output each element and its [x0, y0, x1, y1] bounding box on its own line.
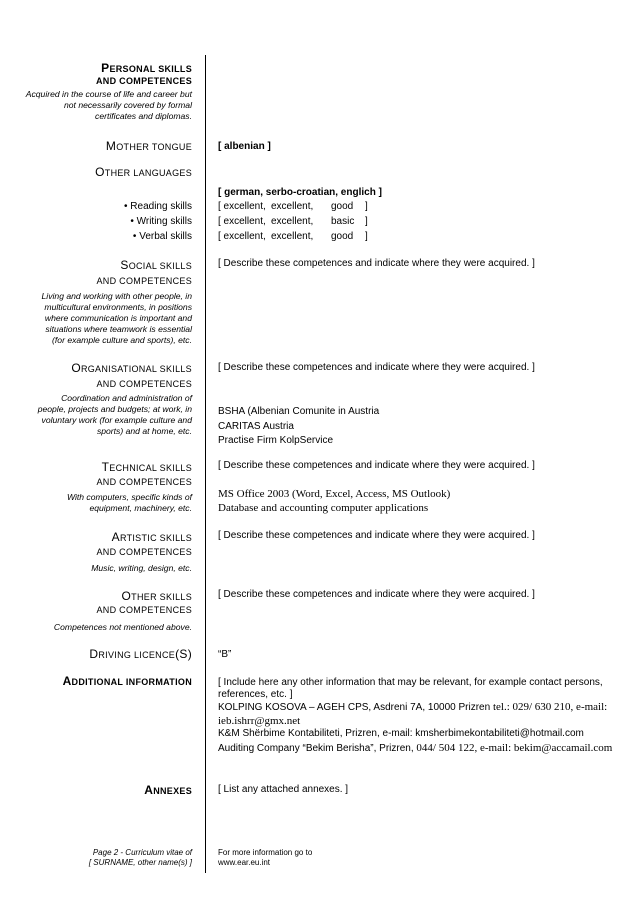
- other-skills-description: Competences not mentioned above.: [53, 622, 192, 632]
- verbal-col3: good: [331, 231, 354, 242]
- footer-page-label: Page 2 - Curriculum vitae of: [92, 848, 192, 857]
- annexes-value: [ List any attached annexes. ]: [218, 784, 349, 795]
- reading-skills-label: • Reading skills: [124, 201, 192, 212]
- footer-right: [218, 848, 312, 868]
- organisational-skills-subheading: AND COMPETENCES: [96, 379, 192, 389]
- column-divider: [205, 55, 206, 873]
- technical-line-1: MS Office 2003 (Word, Excel, Access, MS Outlook): [218, 488, 451, 500]
- kolping-phone: tel.: 029/ 630 210, e-mail:: [492, 701, 608, 713]
- technical-skills-value: [ Describe these competences and indicate where they were acquired. ]: [218, 460, 535, 471]
- social-skills-value: [ Describe these competences and indicate where they were acquired. ]: [218, 258, 535, 269]
- reading-col1: [ excellent,: [218, 201, 266, 212]
- auditing-phone-email: 044/ 504 122, e-mail: bekim@accamail.com: [416, 742, 613, 754]
- technical-skills-subheading: AND COMPETENCES: [96, 477, 192, 487]
- additional-information-heading: ADDITIONAL INFORMATION: [62, 674, 192, 688]
- technical-skills-heading: TECHNICAL SKILLS: [101, 460, 192, 474]
- technical-lines: [218, 487, 450, 515]
- km-contact: K&M Shërbime Kontabiliteti, Prizren, e-mail: kmsherbimekontabiliteti@hotmail.com: [218, 728, 584, 739]
- annexes-heading: ANNEXES: [144, 783, 192, 797]
- reading-close: ]: [365, 201, 368, 212]
- reading-col3: good: [331, 201, 354, 212]
- driving-licence-heading: DRIVING LICENCE(S): [89, 647, 192, 661]
- mother-tongue-value: [ albenian ]: [218, 141, 271, 152]
- organisation-2: CARITAS Austria: [218, 420, 294, 432]
- verbal-close: ]: [365, 231, 368, 242]
- other-skills-heading: OTHER SKILLS: [121, 589, 192, 603]
- reading-col2: excellent,: [271, 201, 314, 212]
- writing-close: ]: [365, 216, 368, 227]
- artistic-skills-heading: ARTISTIC SKILLS: [111, 530, 192, 544]
- additional-line-1: [ Include here any other information that may be relevant, for example contact persons,: [218, 677, 603, 688]
- personal-skills-heading: PERSONAL SKILLS: [101, 61, 192, 75]
- writing-col2: excellent,: [271, 216, 314, 227]
- artistic-skills-subheading: AND COMPETENCES: [96, 547, 192, 557]
- organisational-lines: [218, 405, 379, 449]
- kolping-email: ieb.ishrr@gmx.net: [218, 714, 301, 727]
- footer-info-label: For more information go to: [218, 848, 313, 857]
- verbal-col1: [ excellent,: [218, 231, 266, 242]
- social-skills-heading: SOCIAL SKILLS: [120, 258, 192, 272]
- artistic-skills-description: Music, writing, design, etc.: [91, 563, 192, 573]
- social-skills-subheading: AND COMPETENCES: [96, 276, 192, 286]
- mother-tongue-heading: MOTHER TONGUE: [105, 139, 192, 153]
- personal-skills-subheading: AND COMPETENCES: [95, 76, 192, 86]
- footer-left: [89, 848, 192, 868]
- kolping-address: KOLPING KOSOVA – AGEH CPS, Asdreni 7A, 10000 Prizren: [218, 702, 493, 713]
- artistic-skills-value: [ Describe these competences and indicate where they were acquired. ]: [218, 530, 535, 541]
- additional-line-2: references, etc. ]: [218, 689, 293, 700]
- organisational-skills-description: Coordination and administration of people, projects and budgets; at work, in voluntary work (for example culture and sports) and at home, etc.: [37, 393, 192, 436]
- other-languages-heading: OTHER LANGUAGES: [95, 165, 192, 179]
- writing-col1: [ excellent,: [218, 216, 266, 227]
- social-skills-description: Living and working with other people, in multicultural environments, in positions where communication is important and situations where teamwork is essential (for example culture and sports), etc.: [41, 291, 192, 345]
- organisational-skills-heading: ORGANISATIONAL SKILLS: [71, 361, 192, 375]
- kolping-contact: [218, 701, 607, 727]
- personal-skills-description: Acquired in the course of life and career but not necessarily covered by formal certificates and diplomas.: [25, 89, 192, 121]
- organisation-3: Practise Firm KolpService: [218, 435, 334, 446]
- organisational-skills-value: [ Describe these competences and indicate where they were acquired. ]: [218, 362, 535, 373]
- writing-col3: basic: [331, 216, 355, 227]
- auditing-contact: [218, 742, 612, 755]
- footer-name-label: [ SURNAME, other name(s) ]: [88, 858, 192, 867]
- footer-link[interactable]: www.ear.eu.int: [218, 858, 271, 867]
- verbal-skills-label: • Verbal skills: [132, 231, 192, 242]
- verbal-col2: excellent,: [271, 231, 314, 242]
- other-skills-subheading: AND COMPETENCES: [96, 605, 192, 615]
- auditing-name: Auditing Company “Bekim Berisha”, Prizren,: [218, 743, 417, 754]
- organisation-1: BSHA (Albenian Comunite in Austria: [218, 406, 380, 417]
- technical-skills-description: With computers, specific kinds of equipment, machinery, etc.: [66, 492, 192, 513]
- other-skills-value: [ Describe these competences and indicate where they were acquired. ]: [218, 589, 535, 600]
- driving-licence-value: “B”: [218, 649, 232, 660]
- writing-skills-label: • Writing skills: [130, 216, 192, 227]
- additional-information-intro: [218, 677, 603, 701]
- technical-line-2: Database and accounting computer applications: [218, 502, 429, 514]
- other-languages-list: [ german, serbo-croatian, englich ]: [218, 187, 382, 198]
